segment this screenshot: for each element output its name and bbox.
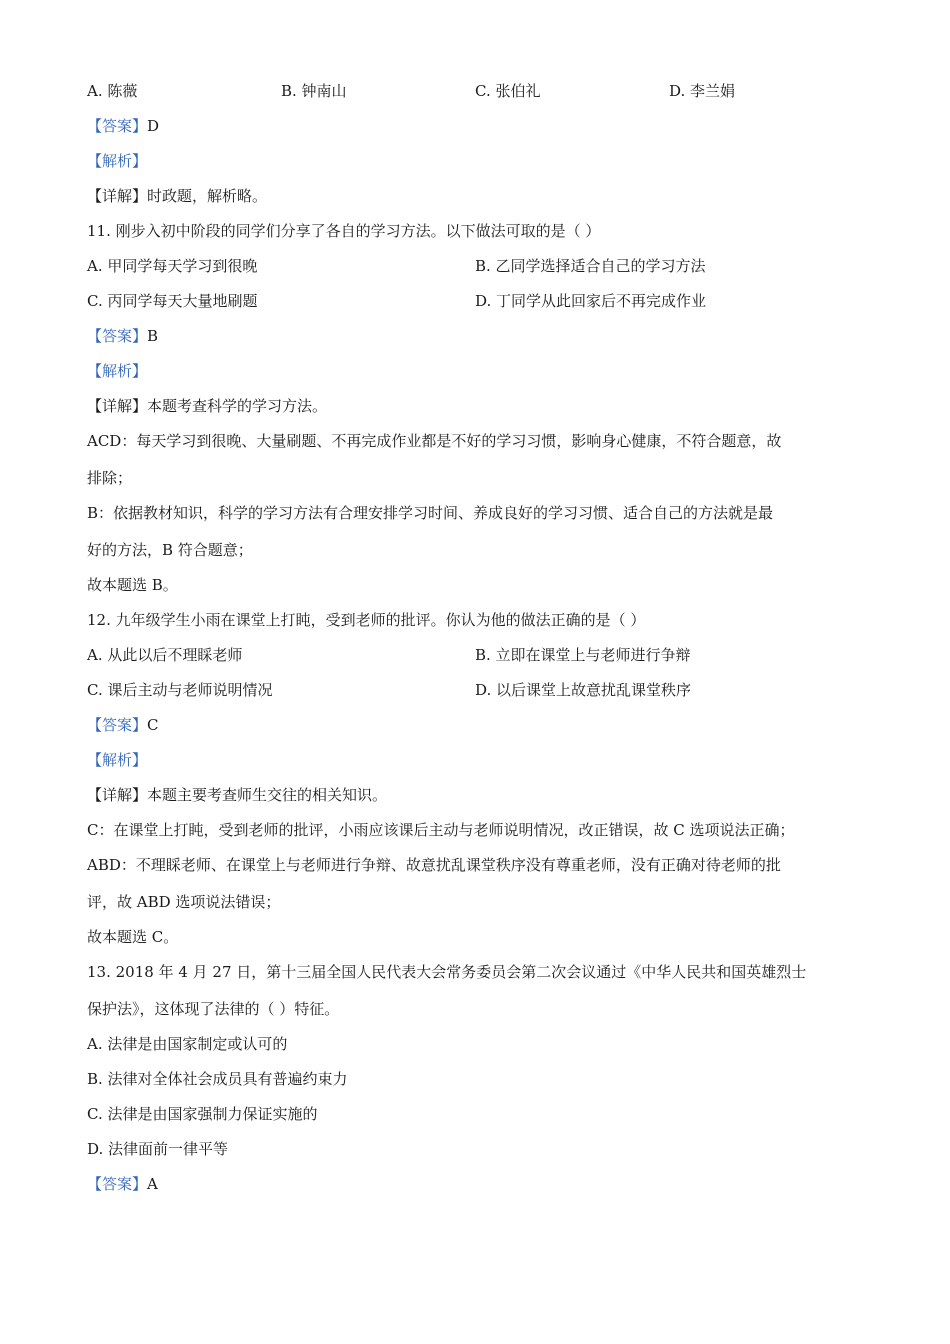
q11-explanation-line: 好的方法，B 符合题意； <box>87 541 253 559</box>
q12-detail <box>87 785 387 805</box>
q10-option-d: D. 李兰娟 <box>669 82 736 100</box>
q11-detail <box>87 396 327 416</box>
q10-detail <box>87 186 267 206</box>
q12-option-a: A. 从此以后不理睬老师 <box>87 646 243 664</box>
q11-option-a: A. 甲同学每天学习到很晚 <box>87 257 258 275</box>
q13-option-d: D. 法律面前一律平等 <box>87 1140 229 1158</box>
q10-option-a: A. 陈薇 <box>87 82 138 100</box>
q12-explanation-line: C：在课堂上打盹，受到老师的批评，小雨应该课后主动与老师说明情况，改正错误，故 C 选项说法正确； <box>87 821 795 839</box>
q13-option-c: C. 法律是由国家强制力保证实施的 <box>87 1105 318 1123</box>
q12-explanation-line: 评，故 ABD 选项说法错误； <box>87 893 281 911</box>
q11-explanation-line: 排除； <box>87 469 133 487</box>
q12-option-c: C. 课后主动与老师说明情况 <box>87 681 273 699</box>
detail-text: 本题考查科学的学习方法。 <box>147 397 328 415</box>
q13-option-a: A. 法律是由国家制定或认可的 <box>87 1035 288 1053</box>
detail-tag: 【详解】 <box>87 397 148 415</box>
answer-value: D <box>147 117 160 135</box>
q13-question-line2: 保护法》，这体现了法律的（ ）特征。 <box>87 1000 340 1018</box>
q12-answer <box>87 715 159 735</box>
q10-option-c: C. 张伯礼 <box>475 82 541 100</box>
q11-question: 11. 刚步入初中阶段的同学们分享了各自的学习方法。以下做法可取的是（ ） <box>87 222 601 240</box>
q12-option-b: B. 立即在课堂上与老师进行争辩 <box>475 646 691 664</box>
answer-tag: 【答案】 <box>87 1175 148 1193</box>
q12-question: 12. 九年级学生小雨在课堂上打盹，受到老师的批评。你认为他的做法正确的是（ ） <box>87 611 646 629</box>
q11-option-d: D. 丁同学从此回家后不再完成作业 <box>475 292 707 310</box>
q13-question-line1: 13. 2018 年 4 月 27 日，第十三届全国人民代表大会常务委员会第二次会议通过《中华人民共和国英雄烈士 <box>87 963 807 981</box>
detail-text: 本题主要考查师生交往的相关知识。 <box>147 786 388 804</box>
q10-option-b: B. 钟南山 <box>281 82 347 100</box>
q10-analysis-tag: 【解析】 <box>87 152 148 170</box>
detail-tag: 【详解】 <box>87 786 148 804</box>
q12-option-d: D. 以后课堂上故意扰乱课堂秩序 <box>475 681 692 699</box>
q12-conclusion: 故本题选 C。 <box>87 928 179 946</box>
q13-answer <box>87 1174 158 1194</box>
q11-option-b: B. 乙同学选择适合自己的学习方法 <box>475 257 706 275</box>
q11-explanation-line: ACD：每天学习到很晚、大量刷题、不再完成作业都是不好的学习习惯，影响身心健康，不符合题意，故 <box>87 432 782 450</box>
answer-tag: 【答案】 <box>87 716 148 734</box>
answer-value: A <box>147 1175 158 1193</box>
answer-value: C <box>147 716 159 734</box>
q11-explanation-line: B：依据教材知识，科学的学习方法有合理安排学习时间、养成良好的学习习惯、适合自己的方法就是最 <box>87 504 774 522</box>
q11-conclusion: 故本题选 B。 <box>87 576 178 594</box>
q10-answer <box>87 116 159 136</box>
q11-answer <box>87 326 158 346</box>
detail-tag: 【详解】 <box>87 187 148 205</box>
answer-value: B <box>147 327 159 345</box>
q12-analysis-tag: 【解析】 <box>87 751 148 769</box>
answer-tag: 【答案】 <box>87 117 148 135</box>
q13-option-b: B. 法律对全体社会成员具有普遍约束力 <box>87 1070 348 1088</box>
q12-explanation-line: ABD：不理睬老师、在课堂上与老师进行争辩、故意扰乱课堂秩序没有尊重老师，没有正确对待老师的批 <box>87 856 781 874</box>
detail-text: 时政题，解析略。 <box>147 187 268 205</box>
answer-tag: 【答案】 <box>87 327 148 345</box>
q11-option-c: C. 丙同学每天大量地刷题 <box>87 292 258 310</box>
q11-analysis-tag: 【解析】 <box>87 362 148 380</box>
